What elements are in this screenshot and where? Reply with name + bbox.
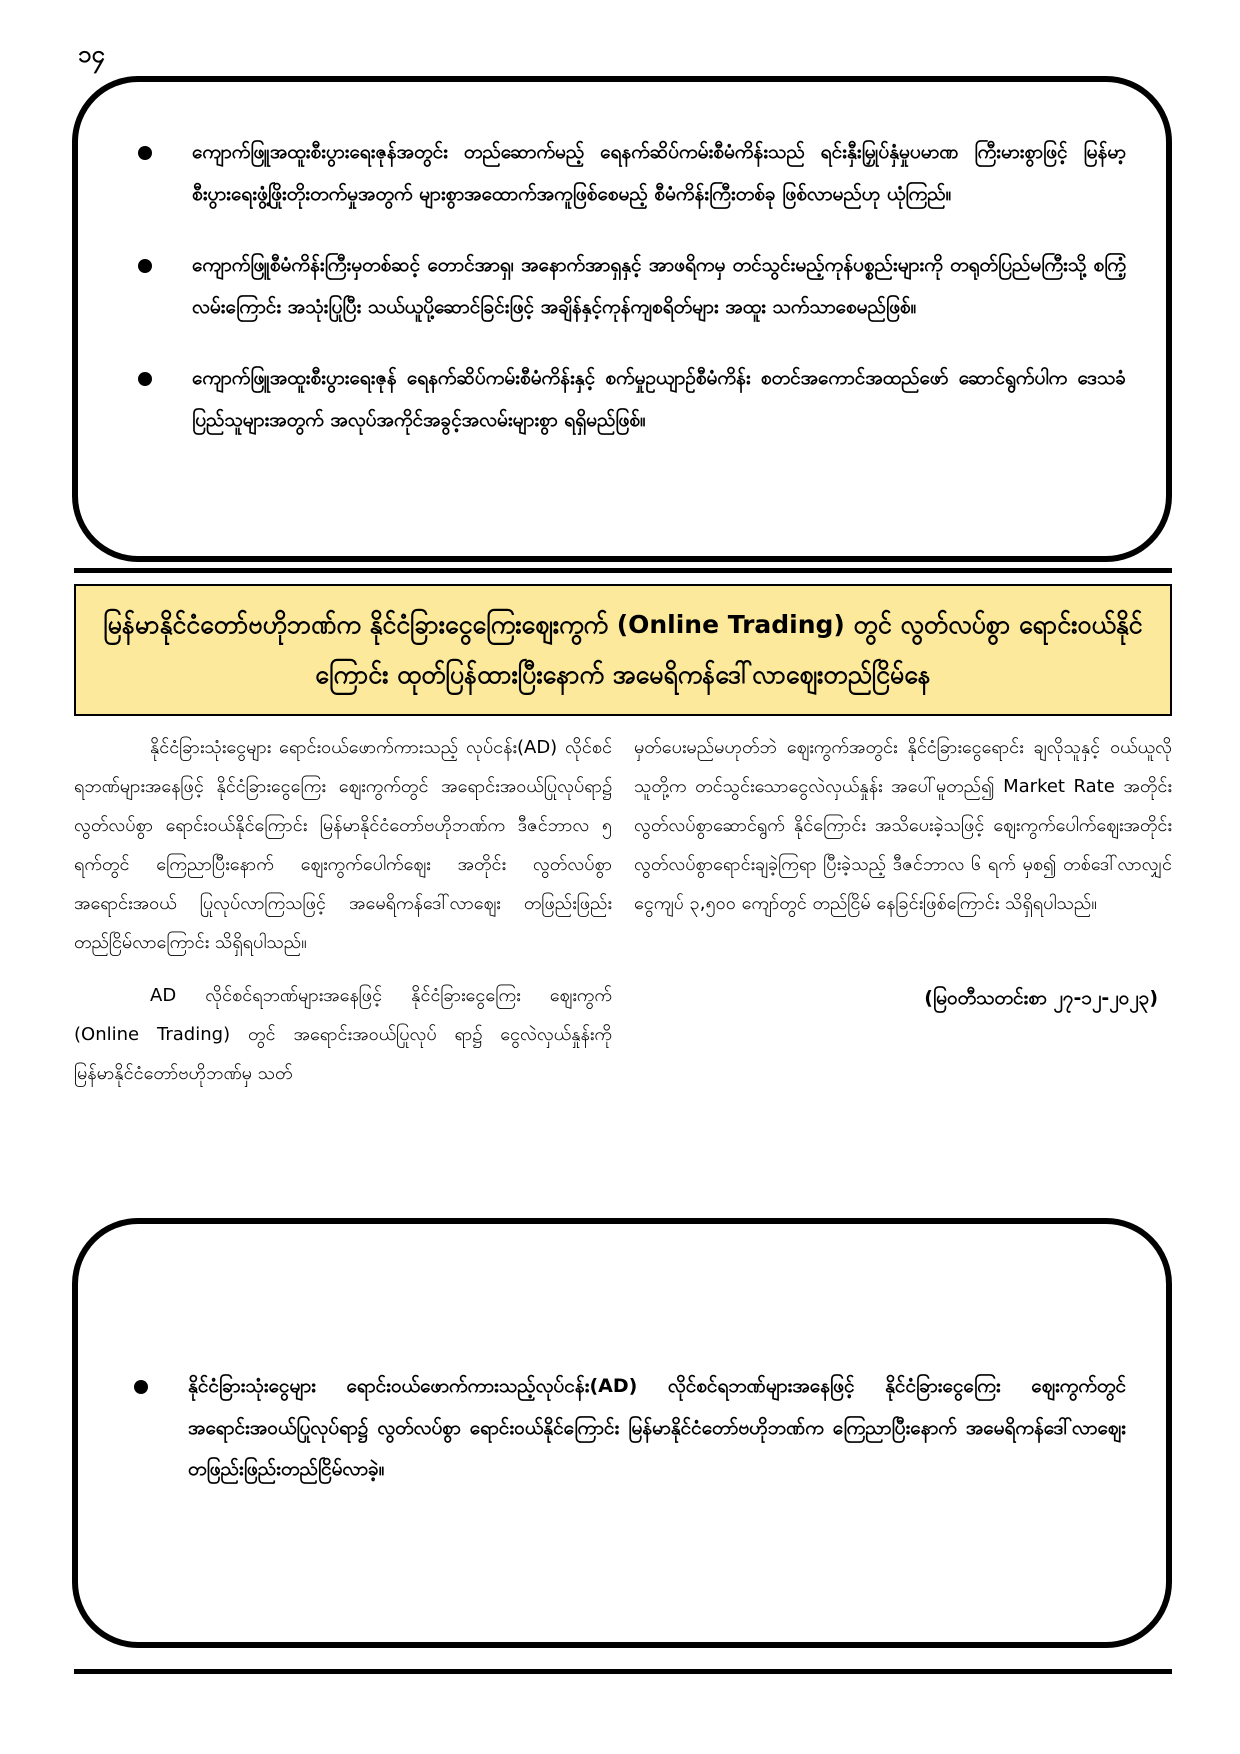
article-headline: မြန်မာနိုင်ငံတော်ဗဟိုဘဏ်က နိုင်ငံခြားငွေကြေးဈေးကွက် (Online Trading) တွင် လွတ်လပ်စွာ ရောင်းဝယ်နိုင်ကြောင်း ထုတ်ပြန်ထားပြီးနောက် အမေရိကန်ဒေါ်လာဈေးတည်ငြိမ်နေ — [103, 610, 1143, 689]
article-column-right — [634, 728, 1172, 1107]
article-paragraph: နိုင်ငံခြားသုံးငွေများ ရောင်းဝယ်ဖောက်ကားသည့် လုပ်ငန်း(AD) လိုင်စင်ရဘဏ်များအနေဖြင့် နိုင်ငံခြားငွေကြေး ဈေးကွက်တွင် အရောင်းအဝယ်ပြုလုပ်ရာ၌ လွတ်လပ်စွာ ရောင်းဝယ်နိုင်ကြောင်း မြန်မာနိုင်ငံတော်ဗဟိုဘဏ်က ဒီဇင်ဘာလ ၅ ရက်တွင် ကြေညာပြီးနောက် ဈေးကွက်ပေါက်ဈေး အတိုင်း လွတ်လပ်စွာအရောင်းအဝယ် ပြုလုပ်လာကြသဖြင့် အမေရိကန်ဒေါ်လာဈေး တဖြည်းဖြည်းတည်ငြိမ်လာကြောင်း သိရှိရပါသည်။ — [74, 737, 612, 953]
list-item — [128, 358, 1126, 441]
summary-box-bottom — [72, 1218, 1172, 1648]
article-body — [74, 728, 1172, 1107]
bullet-text: ကျောက်ဖြူအထူးစီးပွားရေးဇုန် ရေနက်ဆိပ်ကမ်းစီမံကိန်းနှင့် စက်မှုဥယျာဉ်စီမံကိန်း စတင်အကောင်အထည်ဖော် ဆောင်ရွက်ပါက ဒေသခံပြည်သူများအတွက် အလုပ်အကိုင်အခွင့်အလမ်းများစွာ ရရှိမည်ဖြစ်။ — [192, 367, 1126, 431]
summary-list-top — [128, 132, 1126, 441]
list-item — [128, 132, 1126, 215]
bullet-text: နိုင်ငံခြားသုံးငွေများ ရောင်းဝယ်ဖောက်ကားသည့်လုပ်ငန်း(AD) လိုင်စင်ရဘဏ်များအနေဖြင့် နိုင်ငံခြားငွေကြေး ဈေးကွက်တွင် အရောင်းအဝယ်ပြုလုပ်ရာ၌ လွတ်လပ်စွာ ရောင်းဝယ်နိုင်ကြောင်း မြန်မာနိုင်ငံတော်ဗဟိုဘဏ်က ကြေညာပြီးနောက် အမေရိကန်ဒေါ်လာဈေး တဖြည်းဖြည်းတည်ငြိမ်လာခဲ့။ — [188, 1375, 1126, 1480]
bullet-icon — [138, 259, 152, 273]
headline-banner — [74, 584, 1172, 716]
divider-top — [74, 568, 1172, 573]
summary-list-bottom — [124, 1366, 1126, 1491]
bullet-icon — [138, 146, 152, 160]
article-column-left — [74, 728, 612, 1107]
page-number: ၁၄ — [78, 40, 105, 68]
summary-box-top — [72, 76, 1172, 562]
article-paragraph: မှတ်ပေးမည်မဟုတ်ဘဲ ဈေးကွက်အတွင်း နိုင်ငံခြားငွေရောင်း ချလိုသူနှင့် ဝယ်ယူလိုသူတို့က တင်သွင်းသောငွေလဲလှယ်နှုန်း အပေါ်မူတည်၍ Market Rate အတိုင်း လွတ်လပ်စွာဆောင်ရွက် နိုင်ကြောင်း အသိပေးခဲ့သဖြင့် ဈေးကွက်ပေါက်ဈေးအတိုင်း လွတ်လပ်စွာရောင်းချခဲ့ကြရာ ပြီးခဲ့သည့် ဒီဇင်ဘာလ ၆ ရက် မှစ၍ တစ်ဒေါ်လာလျှင် ငွေကျပ် ၃,၅၀၀ ကျော်တွင် တည်ငြိမ် နေခြင်းဖြစ်ကြောင်း သိရှိရပါသည်။ — [634, 737, 1172, 914]
bullet-text: ကျောက်ဖြူစီမံကိန်းကြီးမှတစ်ဆင့် တောင်အာရှ၊ အနောက်အာရှနှင့် အာဖရိကမှ တင်သွင်းမည့်ကုန်ပစ္စည်းများကို တရုတ်ပြည်မကြီးသို့ စကြံ့လမ်းကြောင်း အသုံးပြုပြီး သယ်ယူပို့ဆောင်ခြင်းဖြင့် အချိန်နှင့်ကုန်ကျစရိတ်များ အထူး သက်သာစေမည်ဖြစ်။ — [192, 254, 1126, 318]
list-item — [128, 245, 1126, 328]
list-item — [124, 1366, 1126, 1491]
article-source: (မြဝတီသတင်းစာ ၂၇-၁၂-၂၀၂၃) — [924, 987, 1158, 1009]
bullet-icon — [138, 372, 152, 386]
article-paragraph: AD လိုင်စင်ရဘဏ်များအနေဖြင့် နိုင်ငံခြားငွေကြေး ဈေးကွက် (Online Trading) တွင် အရောင်းအဝယ်ပြုလုပ် ရာ၌ ငွေလဲလှယ်နှုန်းကို မြန်မာနိုင်ငံတော်ဗဟိုဘဏ်မှ သတ် — [74, 985, 612, 1084]
bullet-icon — [134, 1380, 148, 1394]
divider-bottom — [74, 1669, 1172, 1674]
bullet-text: ကျောက်ဖြူအထူးစီးပွားရေးဇုန်အတွင်း တည်ဆောက်မည့် ရေနက်ဆိပ်ကမ်းစီမံကိန်းသည် ရင်းနှီးမြှုပ်နှံမှုပမာဏ ကြီးမားစွာဖြင့် မြန်မာ့စီးပွားရေးဖွံ့ဖြိုးတိုးတက်မှုအတွက် များစွာအထောက်အကူဖြစ်စေမည့် စီမံကိန်းကြီးတစ်ခု ဖြစ်လာမည်ဟု ယုံကြည်။ — [192, 141, 1126, 205]
